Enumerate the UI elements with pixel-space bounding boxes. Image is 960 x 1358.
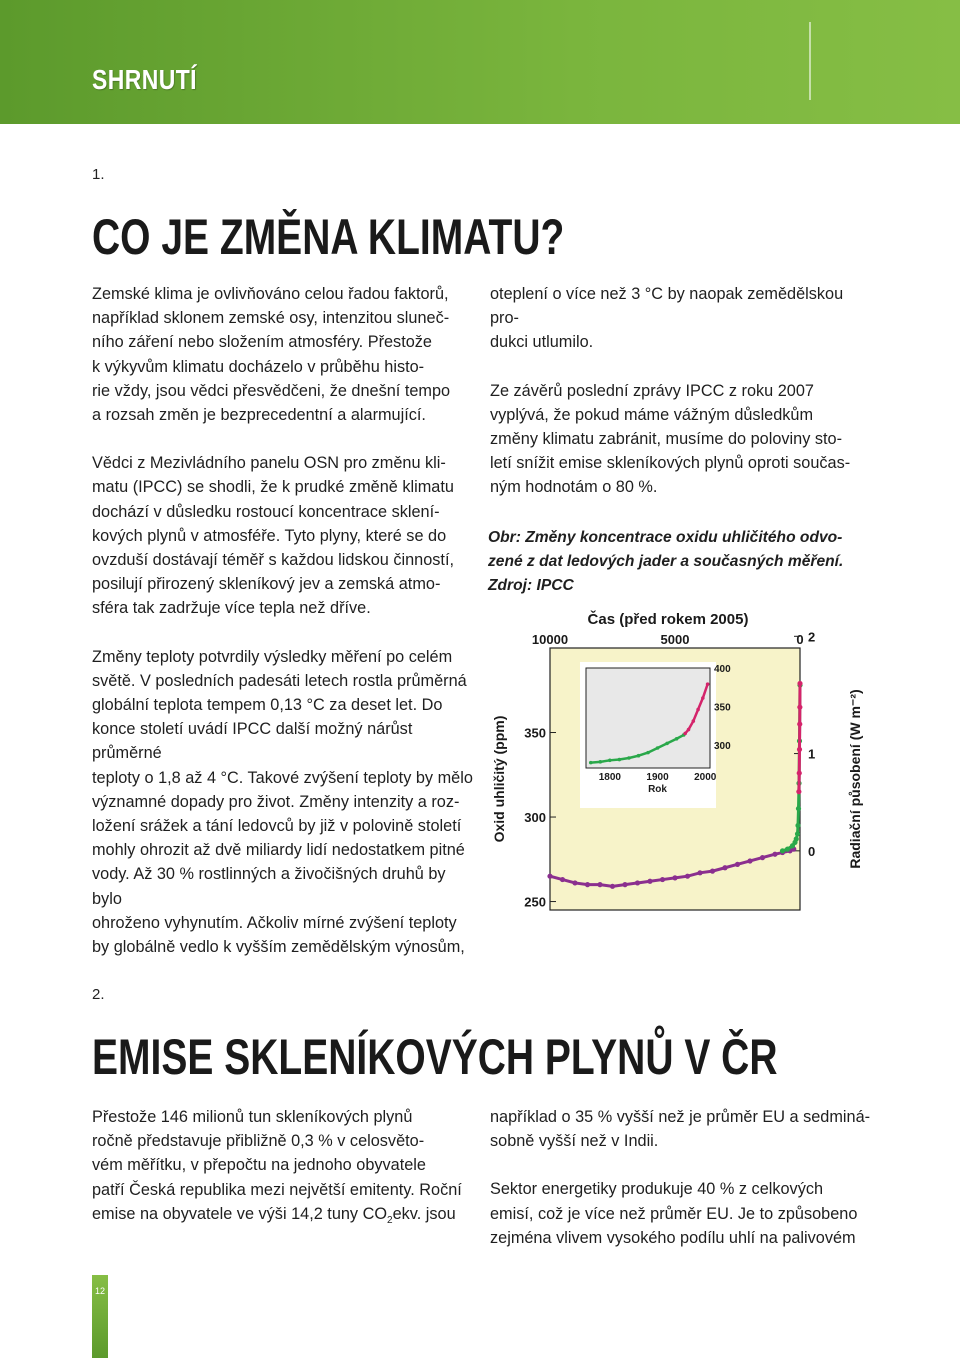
text-line: globální teplota tempem 0,13 °C za deset let. Do bbox=[92, 696, 443, 715]
text-line: vody. Až 30 % rostlinných a živočišných druhů by bylo bbox=[92, 865, 446, 908]
left-tick-label: 300 bbox=[524, 810, 546, 826]
data-point bbox=[772, 852, 777, 857]
section-2-title: EMISE SKLENÍKOVÝCH PLYNŮ V ČR bbox=[92, 1029, 778, 1085]
data-point bbox=[796, 806, 801, 811]
paragraph bbox=[92, 451, 477, 620]
data-point bbox=[797, 705, 802, 710]
inset-x-tick-label: 1800 bbox=[598, 772, 621, 783]
inset-data-point bbox=[656, 746, 660, 750]
text-line: změny klimatu zabránit, musíme do poloviny sto- bbox=[490, 430, 842, 449]
data-point bbox=[795, 823, 800, 828]
text-line: světě. V posledních padesáti letech rostla průměrná bbox=[92, 671, 467, 690]
inset-data-point bbox=[683, 732, 687, 736]
inset-data-point bbox=[692, 719, 696, 723]
data-point bbox=[760, 855, 765, 860]
data-point bbox=[735, 862, 740, 867]
text-line: sféra tak zadržuje více tepla než dříve. bbox=[92, 599, 371, 618]
data-point bbox=[797, 770, 802, 775]
inset-data-point bbox=[589, 761, 593, 765]
paragraph bbox=[92, 645, 477, 960]
text-line: konce století uvádí IPCC další možný nárůst průměrné bbox=[92, 720, 413, 763]
inset-data-point bbox=[618, 758, 622, 762]
text-line: vém měřítku, v přepočtu na jednoho obyvatele bbox=[92, 1156, 426, 1175]
inset-data-point bbox=[675, 737, 679, 741]
text-line: Sektor energetiky produkuje 40 % z celkových bbox=[490, 1180, 824, 1199]
data-point bbox=[622, 882, 627, 887]
inset-chart bbox=[580, 662, 731, 808]
data-point bbox=[685, 874, 690, 879]
text-line: matu (IPCC) se shodli, že k prudké změně klimatu bbox=[92, 478, 454, 497]
inset-data-point bbox=[687, 728, 691, 732]
top-tick-label: 0 bbox=[796, 632, 804, 647]
inset-x-label: Rok bbox=[648, 784, 667, 795]
inset-data-point bbox=[627, 756, 631, 760]
text-line: Zdroj: IPCC bbox=[488, 577, 574, 595]
text-line: významné dopady pro život. Změny intenzity a roz- bbox=[92, 792, 460, 811]
left-tick-label: 250 bbox=[524, 894, 546, 910]
text-line: mohly ohrozit až dvě miliardy lidí nedostatkem pitné bbox=[92, 841, 465, 860]
inset-data-point bbox=[696, 708, 700, 712]
text-line: a rozsah změn je bezprecedentní a alarmující. bbox=[92, 406, 426, 425]
data-point bbox=[797, 747, 802, 752]
inset-data-point bbox=[706, 682, 710, 686]
inset-y-tick-label: 300 bbox=[714, 740, 731, 752]
page-number: 12 bbox=[94, 1286, 105, 1296]
inset-y-tick-label: 400 bbox=[714, 664, 731, 675]
inset-x-tick-label: 2000 bbox=[694, 772, 717, 783]
data-point bbox=[597, 882, 602, 887]
data-point bbox=[635, 880, 640, 885]
text-line: ovzduší dostávají téměř s každou lidskou činností, bbox=[92, 551, 454, 570]
inset-data-point bbox=[637, 754, 641, 758]
data-point bbox=[710, 869, 715, 874]
data-point bbox=[785, 847, 790, 852]
text-line: zené z dat ledových jader a současných měření. bbox=[488, 553, 844, 571]
text-line: oteplení o více než 3 °C by naopak zemědělskou pro- bbox=[490, 285, 844, 328]
inset-data-point bbox=[599, 760, 603, 764]
inset-data-point bbox=[608, 759, 612, 763]
text-line: dukci utlumilo. bbox=[490, 333, 594, 352]
text-line: by globálně vedlo k vyšším zemědělským výnosům, bbox=[92, 938, 465, 957]
section-1-right-column bbox=[490, 282, 875, 524]
section-2-right-column bbox=[490, 1105, 875, 1274]
right-tick-label: 2 bbox=[808, 629, 816, 645]
y2-axis-label: Radiační působení (W m⁻²) bbox=[847, 689, 863, 869]
right-tick-label: 1 bbox=[808, 746, 816, 762]
data-point bbox=[560, 877, 565, 882]
text-line: teploty o 1,8 až 4 °C. Takové zvýšení teploty by mělo bbox=[92, 768, 473, 787]
top-tick-label: 10000 bbox=[531, 632, 569, 647]
data-point bbox=[797, 721, 802, 726]
text-line: Změny teploty potvrdily výsledky měření po celém bbox=[92, 647, 453, 666]
text-line: Ze závěrů poslední zprávy IPCC z roku 2007 bbox=[490, 381, 814, 400]
text-line: ložení srážek a tání ledovců by již v polovině století bbox=[92, 817, 462, 836]
left-tick-label: 350 bbox=[524, 725, 546, 741]
inset-y-tick-label: 350 bbox=[714, 702, 731, 714]
text-line: vyplývá, že pokud máme vážným důsledkům bbox=[490, 405, 814, 424]
data-point bbox=[796, 789, 801, 794]
text-line: Vědci z Mezivládního panelu OSN pro změnu kli- bbox=[92, 454, 446, 473]
figure-caption bbox=[488, 526, 868, 599]
data-point bbox=[610, 884, 615, 889]
section-2-left-column bbox=[92, 1105, 477, 1233]
paragraph-last-line: emise na obyvatele ve výši 14,2 tuny $CO_2ekv$. jsou bbox=[92, 1204, 456, 1226]
section-1-number: 1. bbox=[92, 166, 105, 183]
paragraph bbox=[490, 379, 875, 500]
top-tick-label: 5000 bbox=[660, 632, 690, 647]
header-banner bbox=[0, 0, 960, 124]
inset-data-point bbox=[665, 742, 669, 746]
text-line: ohroženo vyhynutím. Ačkoliv mírné zvýšení teploty bbox=[92, 913, 457, 932]
text-line: emisí, což je více než průměr EU. Je to způsobeno bbox=[490, 1204, 858, 1223]
data-point bbox=[660, 877, 665, 882]
text-line: ným hodnotám o 80 %. bbox=[490, 478, 658, 497]
text-line: patří Česká republika mezi největší emitenty. Roční bbox=[92, 1180, 462, 1199]
paragraph bbox=[490, 1105, 875, 1153]
text-line: rie vždy, jsou vědci přesvědčeni, že dnešní tempo bbox=[92, 381, 451, 400]
data-point bbox=[797, 681, 802, 686]
co2-chart bbox=[486, 604, 866, 914]
text-line: Zemské klima je ovlivňováno celou řadou faktorů, bbox=[92, 285, 449, 303]
section-1-left-column bbox=[92, 282, 477, 983]
data-point bbox=[672, 875, 677, 880]
text-line: kových plynů v atmosféře. Tyto plyny, které se do bbox=[92, 526, 447, 545]
text-line: Přestože 146 milionů tun skleníkových plynů bbox=[92, 1108, 413, 1126]
text-line: k výkyvům klimatu docházelo v průběhu histo- bbox=[92, 357, 425, 376]
paragraph bbox=[490, 1177, 875, 1250]
header-divider bbox=[809, 22, 811, 100]
chart-title: Čas (před rokem 2005) bbox=[587, 611, 749, 628]
data-point bbox=[794, 836, 799, 841]
data-point bbox=[747, 858, 752, 863]
data-point bbox=[780, 848, 785, 853]
text-line: Obr: Změny koncentrace oxidu uhličitého odvo- bbox=[488, 529, 843, 546]
text-line: posilují přirozený skleníkový jev a zemská atmo- bbox=[92, 575, 441, 594]
section-2-number: 2. bbox=[92, 986, 105, 1003]
text-line: ročně představuje přibližně 0,3 % v celosvěto- bbox=[92, 1132, 425, 1151]
inset-data-point bbox=[646, 751, 650, 755]
section-1-title: CO JE ZMĚNA KLIMATU? bbox=[92, 209, 565, 265]
text-line: sobně vyšší než v Indii. bbox=[490, 1132, 659, 1151]
inset-x-tick-label: 1900 bbox=[646, 772, 669, 783]
text-line: například o 35 % vyšší než je průměr EU a sedminá- bbox=[490, 1108, 871, 1126]
data-point bbox=[585, 882, 590, 887]
data-point bbox=[572, 880, 577, 885]
paragraph bbox=[490, 282, 875, 355]
text-line: ního záření nebo složením atmosféry. Přestože bbox=[92, 333, 432, 352]
text-line: například sklonem zemské osy, intenzitou sluneč- bbox=[92, 309, 450, 328]
y-axis-label: Oxid uhličitý (ppm) bbox=[491, 715, 507, 843]
section-label: SHRNUTÍ bbox=[92, 64, 197, 95]
inset-data-point bbox=[701, 696, 705, 700]
text-line: dochází v důsledku rostoucí koncentrace sklení- bbox=[92, 502, 440, 521]
paragraph bbox=[92, 1105, 477, 1202]
paragraph bbox=[92, 282, 477, 427]
text-line: letí snížit emise skleníkových plynů oproti součas- bbox=[490, 454, 851, 473]
data-point bbox=[722, 865, 727, 870]
data-point bbox=[547, 874, 552, 879]
right-tick-label: 0 bbox=[808, 843, 816, 859]
data-point bbox=[795, 831, 800, 836]
data-point bbox=[697, 870, 702, 875]
text-line: zejména vlivem vysokého podílu uhlí na palivovém bbox=[490, 1228, 856, 1247]
data-point bbox=[647, 879, 652, 884]
